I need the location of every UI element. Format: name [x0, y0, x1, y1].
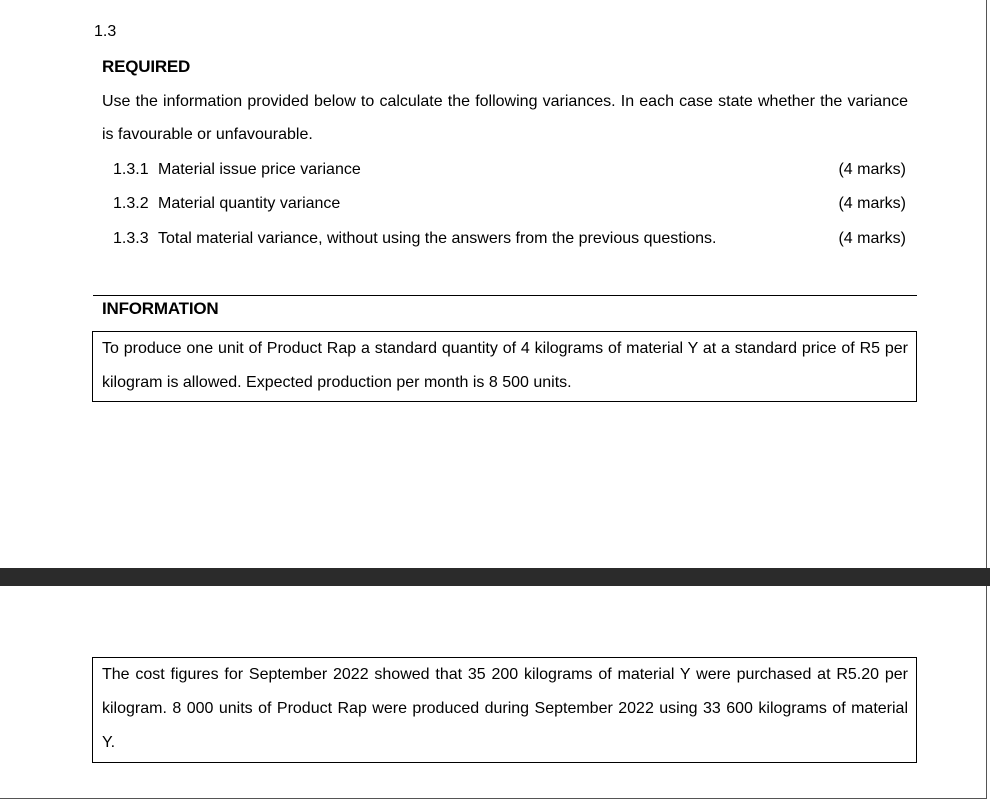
page-separator	[0, 568, 990, 586]
information-box-actual	[92, 657, 917, 763]
question-number: 1.3	[94, 23, 117, 40]
item-text: Material issue price variance	[158, 161, 361, 178]
item-text: Material quantity variance	[158, 195, 341, 212]
page-2	[0, 586, 987, 799]
item-number: 1.3.1	[113, 161, 149, 178]
information-heading: INFORMATION	[102, 299, 219, 318]
required-heading: REQUIRED	[102, 57, 191, 76]
item-marks: (4 marks)	[838, 195, 906, 212]
item-marks: (4 marks)	[838, 161, 906, 178]
information-actual-text: The cost figures for September 2022 showed that 35 200 kilograms of material Y were purchased at R5.20 per kilogram. 8 000 units of Product Rap were produced during September 2022 using 33 600 kilograms of material Y.	[102, 666, 908, 751]
information-standard-text: To produce one unit of Product Rap a standard quantity of 4 kilograms of material Y at a standard price of R5 per kilogram is allowed. Expected production per month is 8 500 units.	[102, 340, 908, 391]
item-text: Total material variance, without using the answers from the previous questions.	[158, 230, 717, 247]
information-box-standard	[92, 331, 917, 402]
required-instruction: Use the information provided below to calculate the following variances. In each case state whether the variance is favourable or unfavourable.	[102, 93, 908, 143]
item-number: 1.3.3	[113, 230, 149, 247]
item-number: 1.3.2	[113, 195, 149, 212]
item-marks: (4 marks)	[838, 230, 906, 247]
section-divider	[93, 295, 917, 296]
